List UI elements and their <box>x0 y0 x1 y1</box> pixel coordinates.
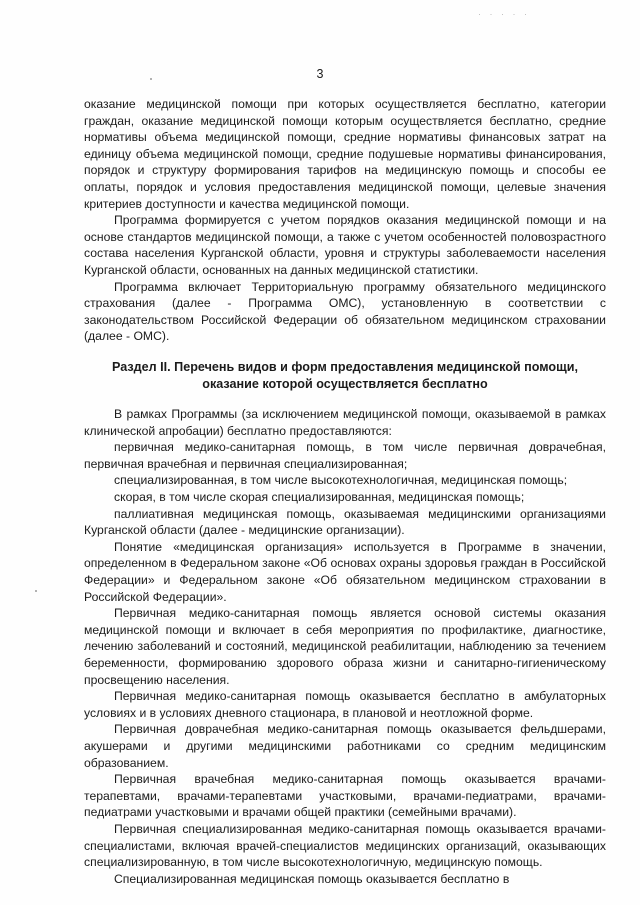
list-item: первичная медико-санитарная помощь, в том числе первичная доврачебная, первичная врачебная и первичная специализированная; <box>84 440 606 471</box>
paragraph: Программа включает Территориальную программу обязательного медицинского страхования (далее - Программа ОМС), установленную в соответствии с законодательством Российской Федерации об обязательном медицинском страховании (далее - ОМС). <box>84 279 606 344</box>
scan-speck <box>35 590 37 592</box>
document-body <box>84 96 606 887</box>
scan-artifact: · · · · · <box>478 9 530 19</box>
section-heading: Раздел II. Перечень видов и форм предоставления медицинской помощи, оказание которой осуществляется бесплатно <box>112 359 578 391</box>
list-item: специализированная, в том числе высокотехнологичная, медицинская помощь; <box>114 473 568 488</box>
paragraph: Первичная медико-санитарная помощь является основой системы оказания медицинской помощи и включает в себя мероприятия по профилактике, диагностике, лечению заболеваний и состояний, медицинской реабилитации, наблюдению за течением беременности, формированию здорового образа жизни и санитарно-гигиеническому просвещению населения. <box>84 606 606 687</box>
paragraph: Первичная врачебная медико-санитарная помощь оказывается врачами-терапевтами, врачами-терапевтами участковыми, врачами-педиатрами, врачами-педиатрами участковыми и врачами общей практики (семейными врачами). <box>84 772 606 820</box>
paragraph: В рамках Программы (за исключением медицинской помощи, оказываемой в рамках клинической апробации) бесплатно предоставляются: <box>84 407 606 438</box>
paragraph: Первичная медико-санитарная помощь оказывается бесплатно в амбулаторных условиях и в условиях дневного стационара, в плановой и неотложной форме. <box>84 689 606 720</box>
page-number: 3 <box>316 67 324 81</box>
paragraph: Программа формируется с учетом порядков оказания медицинской помощи и на основе стандартов медицинской помощи, а также с учетом особенностей половозрастного состава населения Курганской области, уровня и структуры заболеваемости населения Курганской области, основанных на данных медицинской статистики. <box>84 213 606 277</box>
list-item: паллиативная медицинская помощь, оказываемая медицинскими организациями Курганской области (далее - медицинские организации). <box>84 506 606 538</box>
list-item: скорая, в том числе скорая специализированная, медицинская помощь; <box>114 490 525 505</box>
paragraph: Первичная специализированная медико-санитарная помощь оказывается врачами-специалистами, включая врачей-специалистов медицинских организаций, оказывающих специализированную, в том числе высокотехнологичную, медицинскую помощь. <box>84 821 606 870</box>
paragraph: оказание медицинской помощи при которых осуществляется бесплатно, категории граждан, оказание медицинской помощи которым осуществляется бесплатно, средние нормативы объема медицинской помощи, средние нормативы финансовых затрат на единицу объема медицинской помощи, средние подушевые нормативы финансирования, порядок и структуру формирования тарифов на медицинскую помощь и способы ее оплаты, порядок и условия предоставления медицинской помощи, целевые значения критериев доступности и качества медицинской помощи. <box>84 97 606 211</box>
paragraph: Первичная доврачебная медико-санитарная помощь оказывается фельдшерами, акушерами и другими медицинскими работниками со средним медицинским образованием. <box>84 722 606 770</box>
paragraph: Специализированная медицинская помощь оказывается бесплатно в <box>114 871 510 886</box>
paragraph: Понятие «медицинская организация» используется в Программе в значении, определенном в Федеральном законе «Об основах охраны здоровья граждан в Российской Федерации» и Федеральном законе «Об обязательном медицинском страховании в Российской Федерации». <box>84 539 606 604</box>
